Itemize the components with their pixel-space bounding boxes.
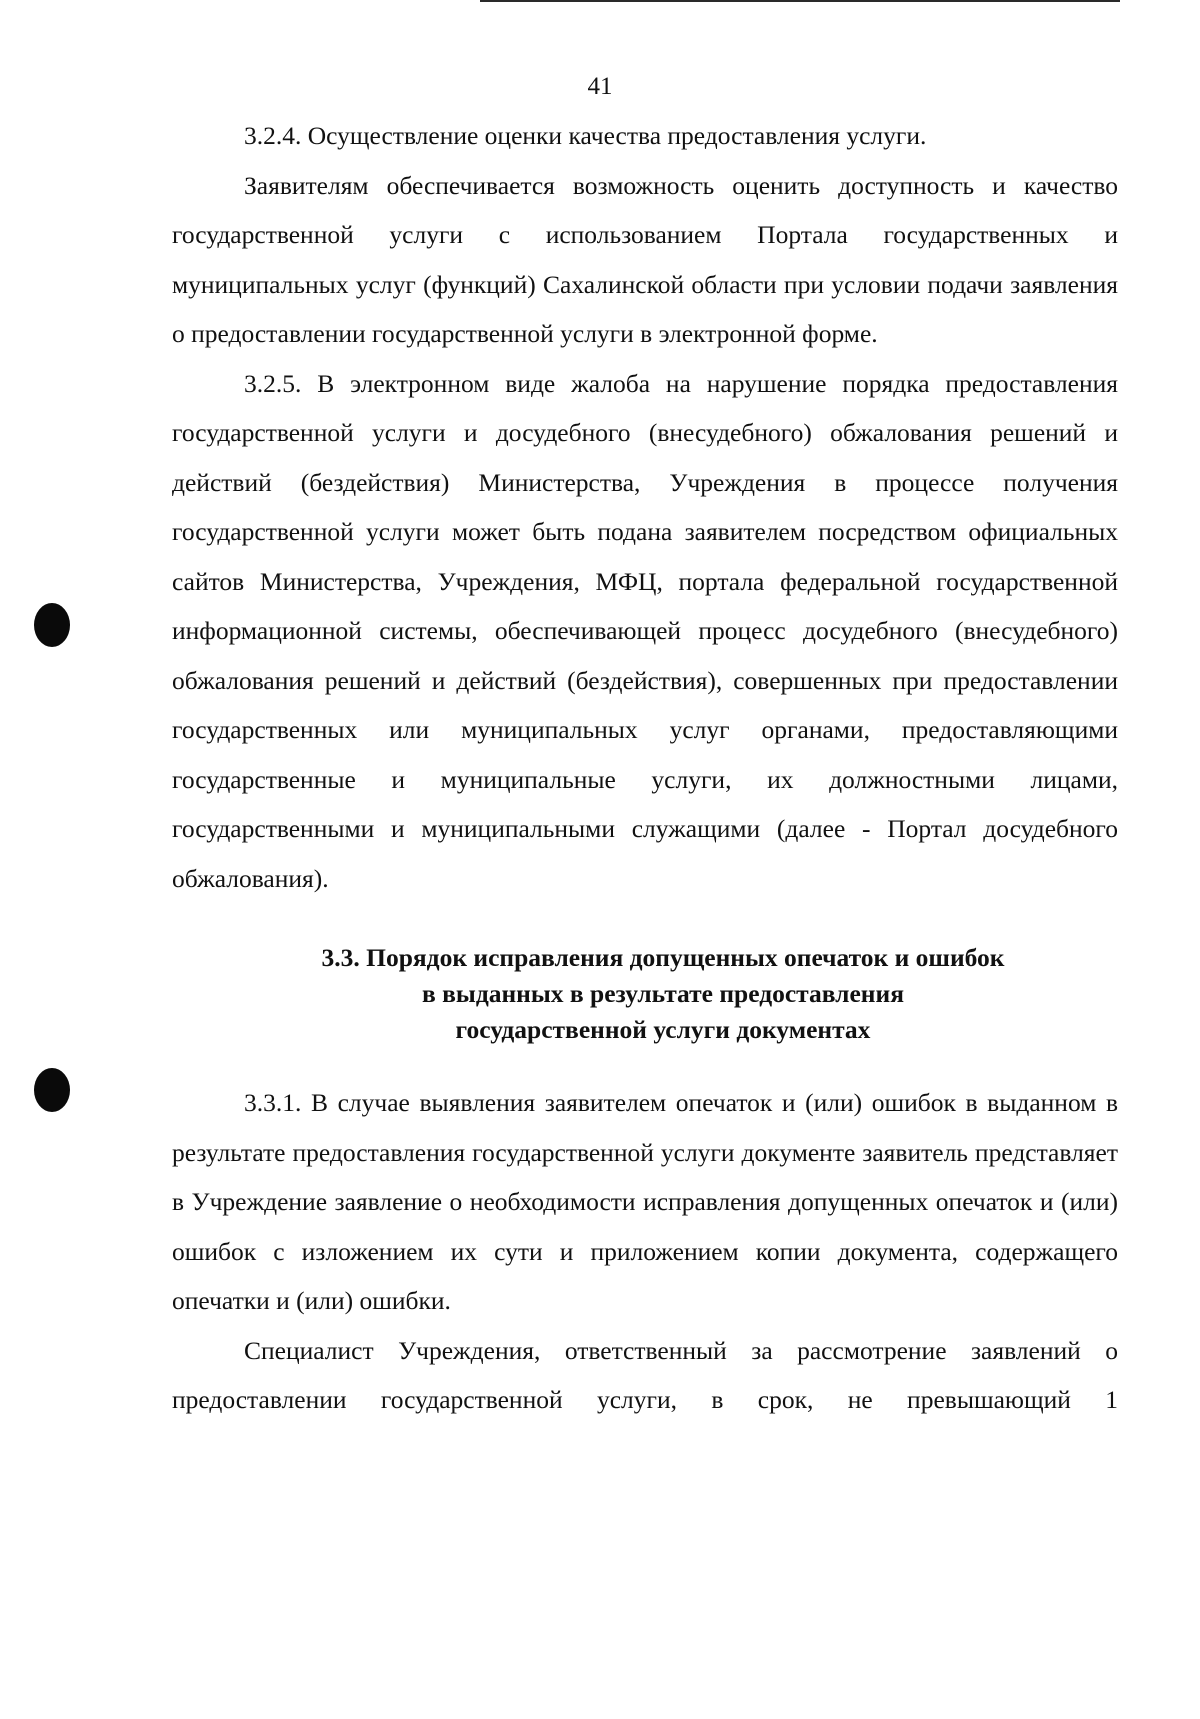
paragraph-3-2-4: 3.2.4. Осуществление оценки качества предоставления услуги. bbox=[244, 121, 927, 150]
paragraph-applicants-rating: Заявителям обеспечивается возможность оценить доступность и качество государственной услуги с использованием Портала государственных и муниципальных услуг (функций) Сахалинской области при условии подачи заявления о предоставлении государственной услуги в электронной форме. bbox=[172, 170, 1118, 348]
section-heading-line: государственной услуги документах bbox=[455, 1015, 871, 1044]
section-heading-3-3 bbox=[172, 940, 1118, 1048]
top-edge-rule bbox=[480, 0, 1120, 2]
punch-hole-upper bbox=[34, 603, 70, 647]
paragraph-3-3-1: 3.3.1. В случае выявления заявителем опечаток и (или) ошибок в выданном в результате предоставления государственной услуги документе заявитель представляет в Учреждение заявление о необходимости исправления допущенных опечаток и (или) ошибок с изложением их сути и приложением копии документа, содержащего опечатки и (или) ошибки. bbox=[172, 1088, 1118, 1315]
punch-hole-lower bbox=[34, 1068, 70, 1112]
document-body bbox=[172, 111, 1118, 1425]
paragraph-specialist: Специалист Учреждения, ответственный за рассмотрение заявлений о предоставлении государственной услуги, в срок, не превышающий 1 bbox=[172, 1335, 1118, 1414]
section-heading-line: в выданных в результате предоставления bbox=[422, 979, 904, 1008]
paragraph-3-2-5: 3.2.5. В электронном виде жалоба на нарушение порядка предоставления государственной услуги и досудебного (внесудебного) обжалования решений и действий (бездействия) Министерства, Учреждения в процессе получения государственной услуги может быть подана заявителем посредством официальных сайтов Министерства, Учреждения, МФЦ, портала федеральной государственной информационной системы, обеспечивающей процесс досудебного (внесудебного) обжалования решений и действий (бездействия), совершенных при предоставлении государственных или муниципальных услуг органами, предоставляющими государственные и муниципальные услуги, их должностными лицами, государственными и муниципальными служащими (далее - Портал досудебного обжалования). bbox=[172, 368, 1118, 893]
section-heading-line: 3.3. Порядок исправления допущенных опечаток и ошибок bbox=[321, 943, 1005, 972]
page-number: 41 bbox=[587, 73, 613, 100]
